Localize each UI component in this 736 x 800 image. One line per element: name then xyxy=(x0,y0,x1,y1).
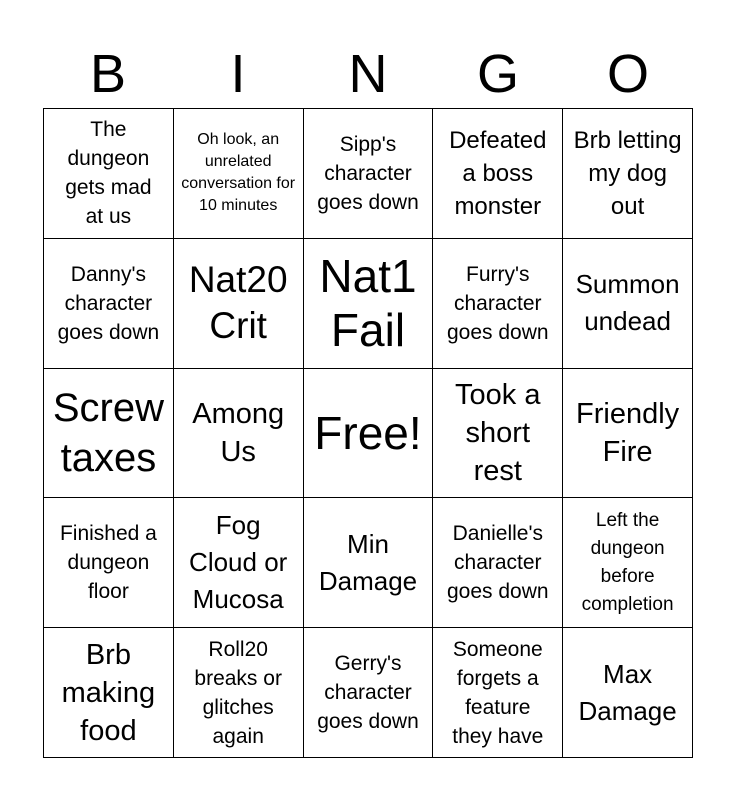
cell-text: Min Damage xyxy=(318,528,418,596)
bingo-cell[interactable] xyxy=(433,498,563,628)
bingo-cell[interactable] xyxy=(44,109,174,239)
cell-text: Summon undead xyxy=(575,269,680,337)
bingo-cell[interactable] xyxy=(433,239,563,369)
bingo-cell[interactable] xyxy=(44,369,174,499)
bingo-cell[interactable] xyxy=(433,628,563,758)
header-letter-i: I xyxy=(230,44,246,104)
bingo-cell[interactable] xyxy=(174,109,304,239)
bingo-cell[interactable] xyxy=(433,109,563,239)
cell-text: Took a short rest xyxy=(455,378,541,487)
header-letter-n: N xyxy=(348,44,388,104)
bingo-header xyxy=(43,42,693,106)
cell-text: The dungeon gets mad at us xyxy=(65,118,152,229)
bingo-cell[interactable] xyxy=(174,628,304,758)
bingo-cell[interactable] xyxy=(304,498,434,628)
header-letter-o: O xyxy=(606,44,649,104)
cell-text: Screw taxes xyxy=(52,385,164,480)
cell-text: Nat20 Crit xyxy=(188,259,288,347)
bingo-cell[interactable] xyxy=(304,239,434,369)
cell-text: Furry's character goes down xyxy=(446,262,549,344)
cell-text: Friendly Fire xyxy=(576,397,680,468)
bingo-cell[interactable] xyxy=(563,109,693,239)
cell-text: Danny's character goes down xyxy=(57,262,160,344)
bingo-card xyxy=(43,108,693,758)
cell-text: Oh look, an unrelated conversation for 10 minutes xyxy=(181,131,296,215)
bingo-cell[interactable] xyxy=(174,239,304,369)
bingo-cell[interactable] xyxy=(44,628,174,758)
cell-text: Fog Cloud or Mucosa xyxy=(189,510,288,615)
header-letter-b: B xyxy=(89,44,127,104)
bingo-cell[interactable] xyxy=(304,628,434,758)
cell-text: Sipp's character goes down xyxy=(317,132,419,214)
cell-text: Gerry's character goes down xyxy=(317,652,419,734)
bingo-cell[interactable] xyxy=(563,369,693,499)
cell-text: Left the dungeon before completion xyxy=(581,509,674,615)
bingo-cell[interactable] xyxy=(563,498,693,628)
cell-text: Defeated a boss monster xyxy=(449,126,547,220)
header-letter-g: G xyxy=(476,44,519,104)
bingo-cell[interactable] xyxy=(563,628,693,758)
cell-text: Max Damage xyxy=(578,658,677,726)
cell-text: Danielle's character goes down xyxy=(447,522,549,604)
cell-text: Free! xyxy=(314,406,422,459)
bingo-cell[interactable] xyxy=(433,369,563,499)
free-space[interactable] xyxy=(304,369,434,499)
bingo-cell[interactable] xyxy=(563,239,693,369)
cell-text: Roll20 breaks or glitches again xyxy=(194,637,282,748)
cell-text: Brb making food xyxy=(61,638,156,747)
bingo-cell[interactable] xyxy=(44,239,174,369)
bingo-cell[interactable] xyxy=(174,498,304,628)
cell-text: Someone forgets a feature they have xyxy=(452,637,544,748)
bingo-cell[interactable] xyxy=(44,498,174,628)
bingo-cell[interactable] xyxy=(174,369,304,499)
cell-text: Nat1 Fail xyxy=(319,250,417,357)
cell-text: Among Us xyxy=(192,397,285,468)
cell-text: Brb letting my dog out xyxy=(573,126,682,220)
cell-text: Finished a dungeon floor xyxy=(59,522,157,604)
bingo-cell[interactable] xyxy=(304,109,434,239)
